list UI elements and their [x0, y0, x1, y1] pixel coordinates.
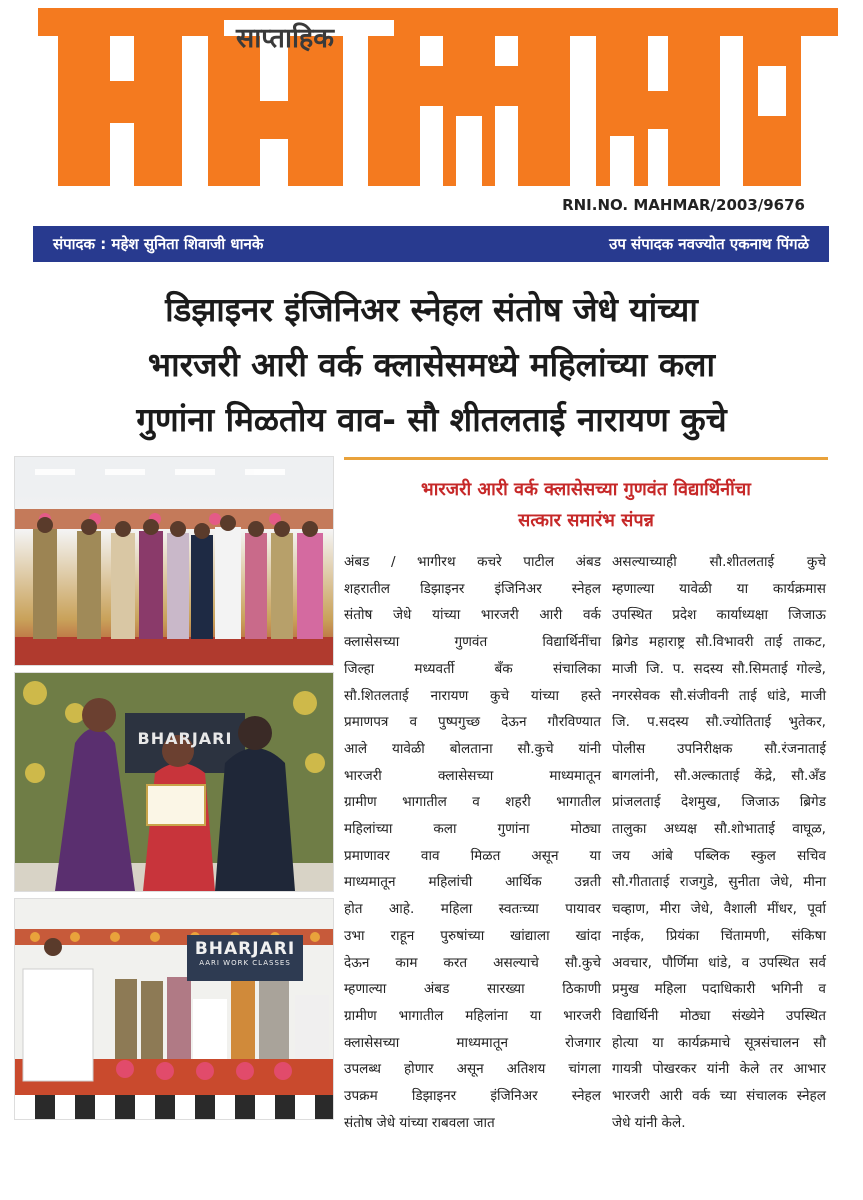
sub-headline-line: भारजरी आरी वर्क क्लासेसच्या गुणवंत विद्यार्थिनींचा [421, 479, 751, 500]
article-line: उभा राहून पुरुषांच्या खांद्याला खांदा [344, 927, 601, 944]
article-column-1 [344, 549, 601, 1136]
rni-number: RNI.NO. MAHMAR/2003/9676 [562, 196, 805, 214]
article-line: होत्या या कार्यक्रमाचे सूत्रसंचालन सौ [612, 1034, 826, 1051]
article-line: असल्याच्याही सौ.शीतलताई कुचे [612, 554, 826, 570]
sub-headline-line: सत्कार समारंभ संपन्न [518, 510, 654, 531]
banner-text-partial: BHARJARI [137, 729, 233, 748]
article-column-2 [612, 549, 826, 1136]
weekly-label: साप्ताहिक [236, 23, 335, 54]
article-line: नगरसेवक सौ.संजीवनी ताई धांडे, माजी [612, 687, 826, 704]
article-line: जिल्हा मध्यवर्ती बँक संचालिका [344, 660, 601, 677]
article-line: देऊन काम करत असल्याचे सौ.कुचे [344, 954, 601, 971]
banner-subtitle: AARI WORK CLASSES [199, 959, 291, 967]
article-line: क्लासेसच्या गुणवंत विद्यार्थिनींचा [344, 634, 601, 651]
article-line: क्लासेसच्या माध्यमातून रोजगार [344, 1034, 601, 1051]
article-line: गायत्री पोखरकर यांनी केले तर आभार [612, 1061, 826, 1078]
banner-title: BHARJARI [194, 939, 296, 959]
article-line: जेधे यांनी केले. [612, 1114, 686, 1131]
article-line: जि. प.सदस्य सौ.ज्योतिताई भुतेकर, [612, 714, 826, 731]
editor-bar [33, 226, 829, 262]
article-line: प्रमुख महिला पदाधिकारी भगिनी व [612, 981, 826, 998]
article-line: नाईक, प्रियंका चिंतामणी, संकिषा [612, 927, 826, 944]
article-line: संतोष जेधे यांच्या भारजरी आरी वर्क [344, 607, 601, 624]
article-line: अंबड / भागीरथ कचरे पाटील अंबड [344, 554, 601, 570]
masthead [0, 0, 863, 253]
article-line: म्हणाल्या अंबड सारख्या ठिकाणी [344, 981, 601, 998]
article-line: ब्रिगेड महाराष्ट्र सौ.विभावरी ताई ताकट, [612, 634, 826, 651]
main-headline [20, 282, 843, 447]
editor-name: संपादक : महेश सुनिता शिवाजी धानके [53, 235, 264, 253]
headline-line: डिझाइनर इंजिनिअर स्नेहल संतोष जेधे यांच्या [165, 290, 698, 329]
article-line: उपलब्ध होणार असून अतिशय चांगला [344, 1061, 601, 1078]
sub-editor-name: उप संपादक नवज्योत एकनाथ पिंगळे [609, 235, 809, 253]
article-line: उपक्रम डिझाइनर इंजिनिअर स्नेहल [344, 1088, 601, 1105]
article-line: पोलीस उपनिरीक्षक सौ.रंजनाताई [612, 740, 826, 757]
article-line: सौ.शितलताई नारायण कुचे यांच्या हस्ते [344, 687, 601, 704]
article-line: प्रांजलताई देशमुख, जिजाऊ ब्रिगेड [612, 794, 826, 811]
article-line: म्हणाल्या यावेळी या कार्यक्रमास [612, 580, 826, 597]
article-line: ग्रामीण भागातील महिलांना या भारजरी [344, 1007, 601, 1024]
event-photo-certificate [14, 672, 334, 892]
article-line: ग्रामीण भागातील व शहरी भागातील [344, 794, 601, 811]
article-line: होत आहे. महिला स्वतःच्या पायावर [344, 901, 601, 918]
article-line: महिलांच्या कला गुणांना मोठ्या [344, 821, 601, 838]
article-line: तालुका अध्यक्ष सौ.शोभाताई वाघूळ, [612, 821, 826, 838]
article-line: विद्यार्थिनी मोठ्या संख्येने उपस्थित [612, 1007, 826, 1024]
bharjari-banner [187, 935, 303, 981]
article-line: माजी जि. प. सदस्य सौ.सिमताई गोल्डे, [612, 660, 826, 677]
article-line: चव्हाण, मीरा जेधे, वैशाली मींधर, पूर्वा [612, 901, 826, 918]
article-line: भारजरी क्लासेसच्या माध्यमातून [344, 767, 601, 784]
newspaper-logo [38, 6, 838, 196]
event-photo-group [14, 456, 334, 666]
headline-line: भारजरी आरी वर्क क्लासेसमध्ये महिलांच्या कला [147, 345, 716, 384]
sub-headline [344, 474, 828, 536]
article-line: माध्यमातून महिलांची आर्थिक उन्नती [344, 874, 601, 891]
event-photo-stage [14, 898, 334, 1120]
article-line: जय आंबे पब्लिक स्कुल सचिव [612, 847, 826, 864]
headline-line: गुणांना मिळतोय वाव- सौ शीतलताई नारायण कुचे [136, 400, 727, 439]
article-line: भारजरी आरी वर्क च्या संचालक स्नेहल [612, 1088, 826, 1105]
article-line: शहरातील डिझाइनर इंजिनिअर स्नेहल [344, 580, 601, 597]
article-line: संतोष जेधे यांच्या राबवला जात [344, 1114, 495, 1131]
article-line: अवचार, पौर्णिमा धांडे, व उपस्थित सर्व [612, 954, 826, 971]
article-line: आले यावेळी बोलताना सौ.कुचे यांनी [344, 740, 601, 757]
article-line: प्रमाणावर वाव मिळत असून या [344, 847, 601, 864]
article-line: सौ.गीताताई राजगुडे, सुनीता जेधे, मीना [612, 874, 826, 891]
section-divider [344, 457, 828, 460]
article-line: उपस्थित प्रदेश कार्याध्यक्षा जिजाऊ [612, 607, 826, 624]
article-line: बागलांनी, सौ.अल्काताई केंद्रे, सौ.अँड [612, 767, 826, 784]
article-line: प्रमाणपत्र व पुष्पगुच्छ देऊन गौरविण्यात [344, 714, 601, 731]
